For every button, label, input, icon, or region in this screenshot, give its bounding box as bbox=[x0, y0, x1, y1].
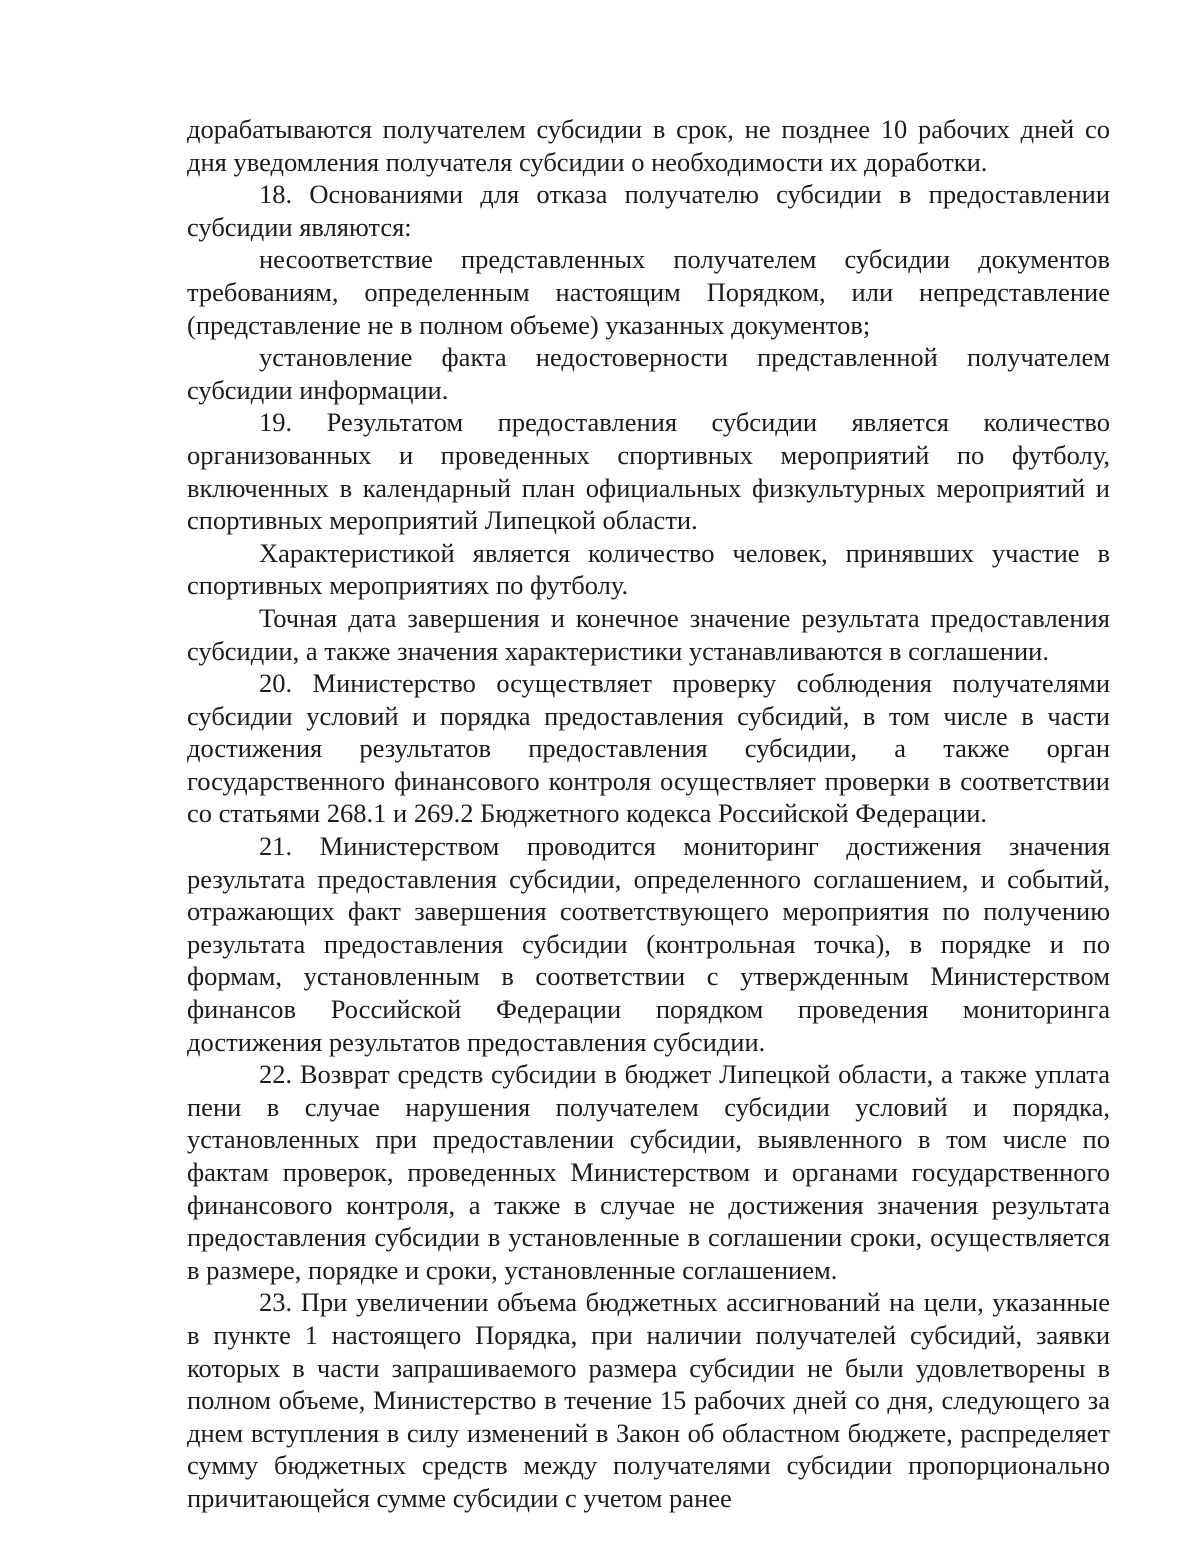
paragraph-continuation: дорабатываются получателем субсидии в срок, не позднее 10 рабочих дней со дня уведомления получателя субсидии о необходимости их доработки. bbox=[187, 114, 1110, 177]
paragraph-22: 22. Возврат средств субсидии в бюджет Липецкой области, а также уплата пени в случае нарушения получателем субсидии условий и порядка, установленных при предоставлении субсидии, выявленного в том числе по фактам проверок, проведенных Министерством и органами государственного финансового контроля, а также в случае не достижения значения результата предоставления субсидии в установленные в соглашении сроки, осуществляется в размере, порядке и сроки, установленные соглашением. bbox=[187, 1059, 1110, 1285]
paragraph-19-date: Точная дата завершения и конечное значение результата предоставления субсидии, а также значения характеристики устанавливаются в соглашении. bbox=[187, 602, 1110, 666]
paragraph-19-characteristic: Характеристикой является количество человек, принявших участие в спортивных мероприятиях по футболу. bbox=[187, 537, 1110, 601]
paragraph-18: 18. Основаниями для отказа получателю субсидии в предоставлении субсидии являются: bbox=[187, 179, 1110, 242]
paragraph-19: 19. Результатом предоставления субсидии является количество организованных и проведенных спортивных мероприятий по футболу, включенных в календарный план официальных физкультурных мероприятий и спортивных мероприятий Липецкой области. bbox=[187, 407, 1110, 536]
paragraph-18-item-1: несоответствие представленных получателем субсидии документов требованиям, определенным настоящим Порядком, или непредставление (представление не в полном объеме) указанных документов; bbox=[187, 244, 1110, 340]
paragraph-18-item-2: установление факта недостоверности представленной получателем субсидии информации. bbox=[187, 342, 1110, 405]
paragraph-20: 20. Министерство осуществляет проверку соблюдения получателями субсидии условий и порядка предоставления субсидий, в том числе в части достижения результатов предоставления субсидии, а также орган государственного финансового контроля осуществляет проверки в соответствии со статьями 268.1 и 269.2 Бюджетного кодекса Российской Федерации. bbox=[187, 668, 1110, 829]
paragraph-21: 21. Министерством проводится мониторинг достижения значения результата предоставления субсидии, определенного соглашением, и событий, отражающих факт завершения соответствующего мероприятия по получению результата предоставления субсидии (контрольная точка), в порядке и по формам, установленным в соответствии с утвержденным Министерством финансов Российской Федерации порядком проведения мониторинга достижения результатов предоставления субсидии. bbox=[187, 831, 1110, 1057]
document-body bbox=[187, 113, 1110, 1515]
paragraph-23: 23. При увеличении объема бюджетных ассигнований на цели, указанные в пункте 1 настоящего Порядка, при наличии получателей субсидий, заявки которых в части запрашиваемого размера субсидии не были удовлетворены в полном объеме, Министерство в течение 15 рабочих дней со дня, следующего за днем вступления в силу изменений в Закон об областном бюджете, распределяет сумму бюджетных средств между получателями субсидии пропорционально причитающейся сумме субсидии с учетом ранее bbox=[187, 1287, 1110, 1513]
